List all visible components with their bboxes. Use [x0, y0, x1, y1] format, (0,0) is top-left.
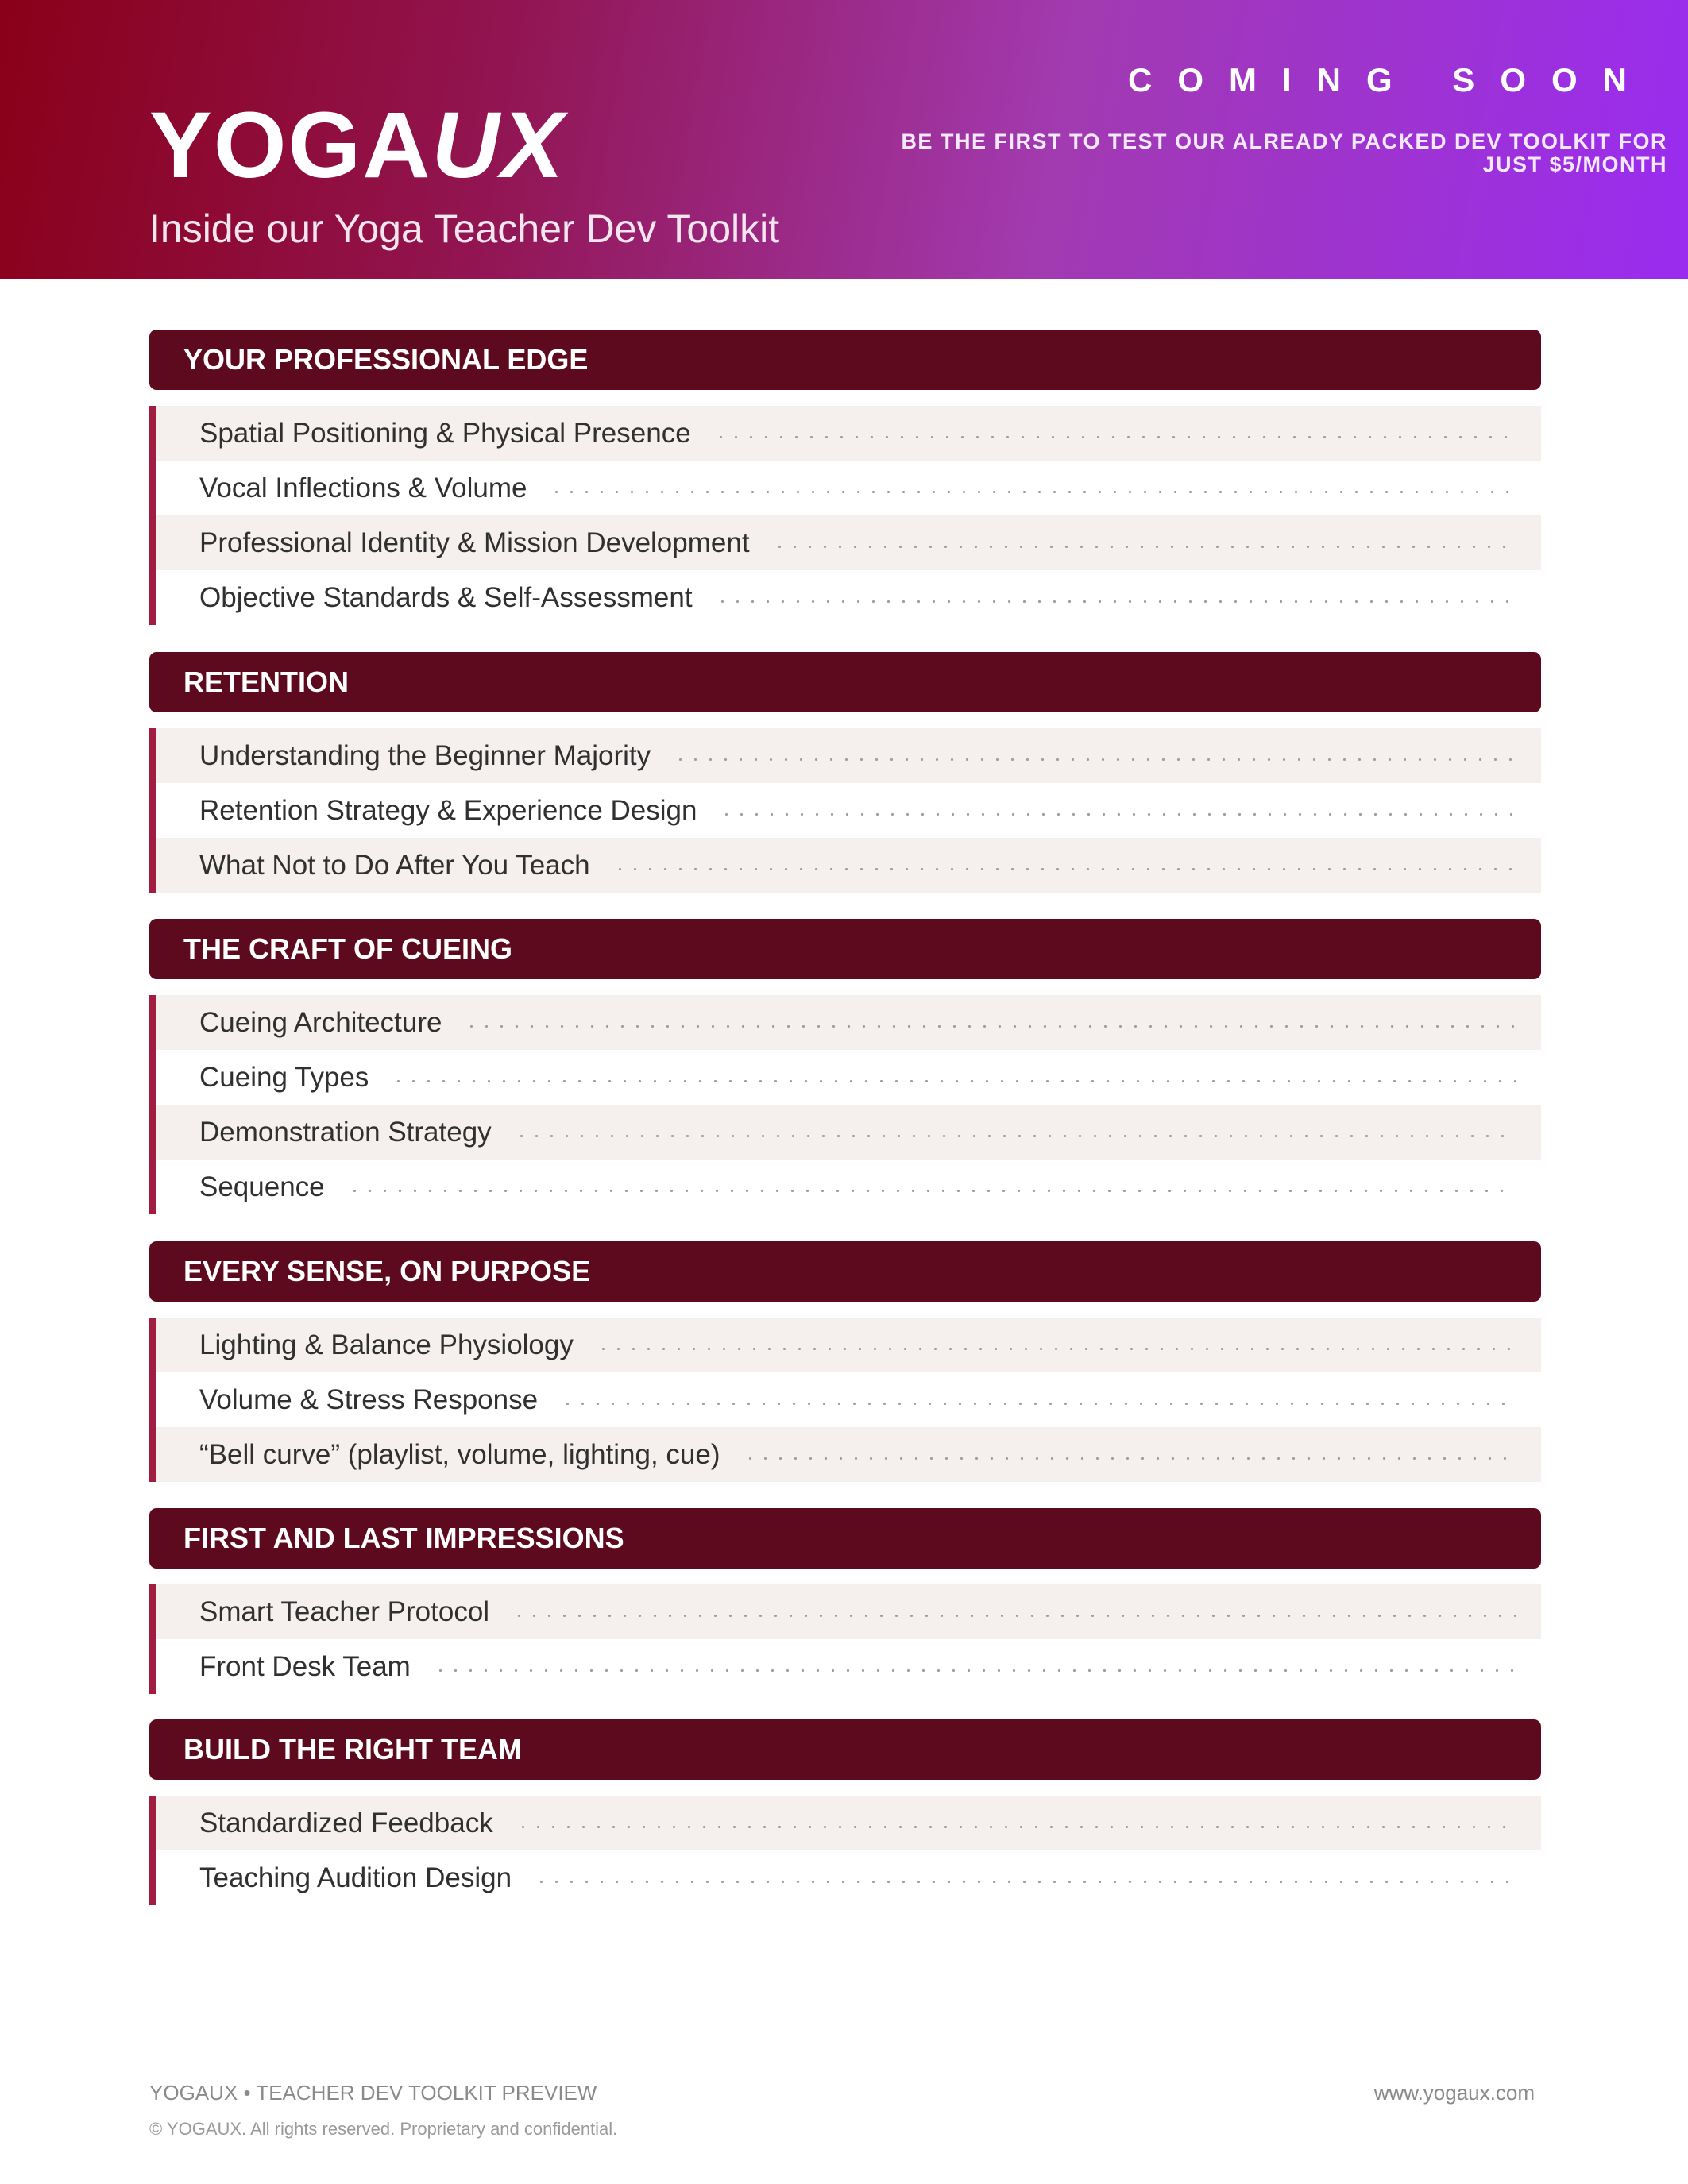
dot-leader: [713, 436, 1516, 438]
coming-soon-label: COMING SOON: [1127, 61, 1652, 98]
list-item: [156, 1427, 1541, 1482]
item-label: Objective Standards & Self-Assessment: [199, 581, 693, 613]
dot-leader: [673, 758, 1516, 761]
dot-leader: [464, 1025, 1516, 1028]
section-list-professional-edge: [149, 406, 1541, 625]
brand-accent: UX: [431, 93, 566, 198]
list-item: [156, 1796, 1541, 1850]
list-item: [156, 728, 1541, 783]
item-label: Front Desk Team: [199, 1650, 411, 1682]
item-label: Vocal Inflections & Volume: [199, 472, 527, 504]
item-label: Lighting & Balance Physiology: [199, 1329, 574, 1360]
item-label: Demonstration Strategy: [199, 1116, 492, 1148]
list-item: [156, 1105, 1541, 1160]
dot-leader: [772, 546, 1516, 548]
copyright-notice: © YOGAUX. All rights reserved. Proprietary and confidential.: [149, 2119, 618, 2139]
footer-website-link[interactable]: www.yogaux.com: [1373, 2081, 1535, 2105]
item-label: Professional Identity & Mission Development: [199, 527, 750, 558]
section-header-team: BUILD THE RIGHT TEAM: [149, 1719, 1541, 1780]
section-list-impressions: [149, 1584, 1541, 1694]
list-item: [156, 461, 1541, 515]
dot-leader: [516, 1826, 1516, 1828]
section-header-cueing: THE CRAFT OF CUEING: [149, 919, 1541, 979]
list-item: [156, 1639, 1541, 1694]
dot-leader: [534, 1881, 1516, 1883]
section-list-retention: [149, 728, 1541, 893]
offer-text: BE THE FIRST TO TEST OUR ALREADY PACKED DEV TOOLKIT FOR JUST $5/MONTH: [901, 129, 1667, 176]
section-list-every-sense: [149, 1318, 1541, 1482]
header-banner: [0, 0, 1688, 279]
dot-leader: [596, 1348, 1516, 1350]
list-item: [156, 838, 1541, 893]
list-item: [156, 1584, 1541, 1639]
item-label: Teaching Audition Design: [199, 1862, 512, 1893]
brand-main: YOGA: [149, 93, 432, 198]
list-item: [156, 783, 1541, 838]
dot-leader: [391, 1080, 1516, 1082]
dot-leader: [719, 813, 1516, 816]
list-item: [156, 1850, 1541, 1905]
dot-leader: [560, 1403, 1516, 1405]
item-label: Sequence: [199, 1171, 325, 1202]
section-list-team: [149, 1796, 1541, 1905]
list-item: [156, 1160, 1541, 1214]
section-list-cueing: [149, 995, 1541, 1214]
list-item: [156, 1372, 1541, 1427]
section-header-professional-edge: YOUR PROFESSIONAL EDGE: [149, 330, 1541, 390]
list-item: [156, 995, 1541, 1050]
list-item: [156, 1050, 1541, 1105]
item-label: Understanding the Beginner Majority: [199, 739, 651, 771]
dot-leader: [715, 600, 1516, 603]
item-label: “Bell curve” (playlist, volume, lighting, cue): [199, 1438, 720, 1470]
dot-leader: [512, 1615, 1516, 1617]
brand-logo: [149, 94, 565, 197]
dot-leader: [433, 1669, 1516, 1672]
item-label: Volume & Stress Response: [199, 1383, 539, 1415]
item-label: Smart Teacher Protocol: [199, 1596, 490, 1627]
item-label: Standardized Feedback: [199, 1807, 493, 1839]
list-item: [156, 406, 1541, 461]
section-header-retention: RETENTION: [149, 652, 1541, 712]
section-header-every-sense: EVERY SENSE, ON PURPOSE: [149, 1241, 1541, 1302]
dot-leader: [514, 1135, 1516, 1137]
list-item: [156, 515, 1541, 570]
item-label: Spatial Positioning & Physical Presence: [199, 417, 691, 449]
item-label: Retention Strategy & Experience Design: [199, 794, 697, 826]
item-label: Cueing Architecture: [199, 1006, 442, 1038]
page-tagline: Inside our Yoga Teacher Dev Toolkit: [149, 206, 780, 251]
item-label: Cueing Types: [199, 1061, 369, 1093]
section-header-impressions: FIRST AND LAST IMPRESSIONS: [149, 1508, 1541, 1569]
dot-leader: [549, 491, 1516, 493]
item-label: What Not to Do After You Teach: [199, 849, 590, 881]
list-item: [156, 1318, 1541, 1372]
dot-leader: [612, 868, 1516, 870]
footer-label: YOGAUX • TEACHER DEV TOOLKIT PREVIEW: [149, 2081, 597, 2105]
list-item: [156, 570, 1541, 625]
dot-leader: [347, 1190, 1516, 1192]
dot-leader: [743, 1457, 1516, 1460]
